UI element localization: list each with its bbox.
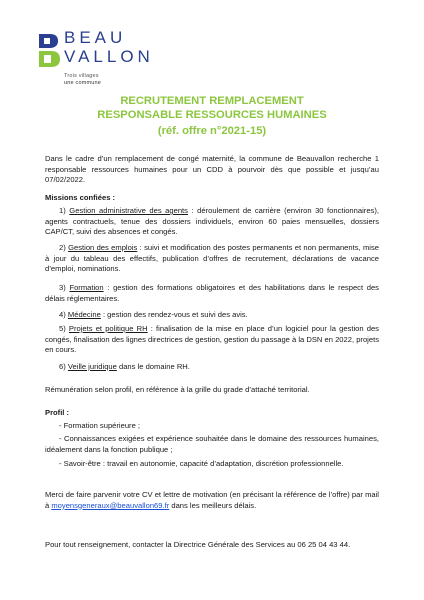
mission-item-3 (45, 283, 379, 304)
email-link[interactable]: moyensgeneraux@beauvallon69.fr (51, 500, 170, 510)
intro-paragraph: Dans le cadre d’un remplacement de congé maternité, la commune de Beauvallon recherche 1 responsable ressources humaines pour un CDD à pourvoir dès que possible et jusqu’au 07/02/2022. (45, 154, 379, 185)
profil-item: - Formation supérieure ; (59, 421, 141, 430)
mission-text: : gestion des rendez-vous et suivi des avis. (100, 310, 248, 319)
logo-b-icon (36, 30, 62, 70)
info-paragraph: Pour tout renseignement, contacter la Directrice Générale des Services au 06 25 04 43 44. (45, 540, 351, 549)
mission-number: 5) (59, 324, 66, 333)
mission-item-5 (45, 324, 379, 356)
mission-item-6 (45, 362, 379, 373)
mission-number: 1) (59, 206, 66, 215)
mission-text: : suivi et modification des postes permanents et non permanents, mise à jour du tableau des effectifs, publication d’offres de recrutement, déclarations de vacance d’emploi, nominations. (45, 243, 379, 274)
mission-text: : déroulement de carrière (environ 30 fonctionnaires), agents contractuels, tenue des dossiers individuels, environ 60 paies mensuelles, dossiers CAP/CT, suivi des absences et congés. (45, 206, 379, 237)
logo-word-vallon: VALLON (64, 47, 154, 66)
mission-number: 2) (59, 243, 66, 252)
remuneration-text: Rémunération selon profil, en référence à la grille du grade d’attaché territorial. (45, 385, 310, 394)
title-line-1: RECRUTEMENT REMPLACEMENT (120, 95, 304, 107)
mission-item-2 (45, 243, 379, 275)
mission-text: : finalisation de la mise en place d’un logiciel pour la gestion des congés, finalisation des lignes directrices de gestion, gestion du passage à la DSN en 2022, projets en cours. (45, 324, 379, 355)
beauvallon-logo (36, 26, 176, 88)
profil-item: - Connaissances exigées et expérience souhaitée dans le domaine des ressources humaines, idéalement dans la fonction publique ; (45, 434, 379, 454)
logo-word-beau: BEAU (64, 28, 127, 47)
mission-text: : gestion des formations obligatoires et des habilitations dans le respect des délais réglementaires. (45, 283, 379, 303)
contact-text-before: Merci de faire parvenir votre CV et lettre de motivation (en précisant la référence de l’offre) par mail à (45, 490, 379, 510)
profil-item: - Savoir-être : travail en autonomie, capacité d’adaptation, discrétion professionnelle. (59, 459, 344, 468)
mission-item-4 (45, 310, 379, 321)
mission-label: Projets et politique RH (68, 324, 148, 333)
missions-heading: Missions confiées : (45, 193, 116, 202)
mission-number: 3) (59, 283, 66, 292)
title-line-2: RESPONSABLE RESSOURCES HUMAINES (97, 109, 327, 121)
logo-tagline-1: Trois villages (64, 73, 99, 79)
mission-label: Veille juridique (67, 362, 117, 371)
profil-heading: Profil : (45, 408, 70, 417)
title-reference: (réf. offre n°2021-15) (157, 125, 267, 137)
mission-item-1 (45, 206, 379, 238)
logo-tagline-2: une commune (64, 80, 102, 86)
mission-label: Formation (69, 283, 104, 292)
mission-text: dans le domaine RH. (116, 362, 190, 371)
contact-paragraph (45, 490, 379, 511)
mission-label: Médecine (67, 310, 101, 319)
mission-label: Gestion administrative des agents (69, 206, 188, 215)
mission-label: Gestion des emplois (68, 243, 138, 252)
contact-text-after: dans les meilleurs délais. (169, 500, 257, 510)
mission-number: 6) (59, 362, 66, 371)
mission-number: 4) (59, 310, 66, 319)
